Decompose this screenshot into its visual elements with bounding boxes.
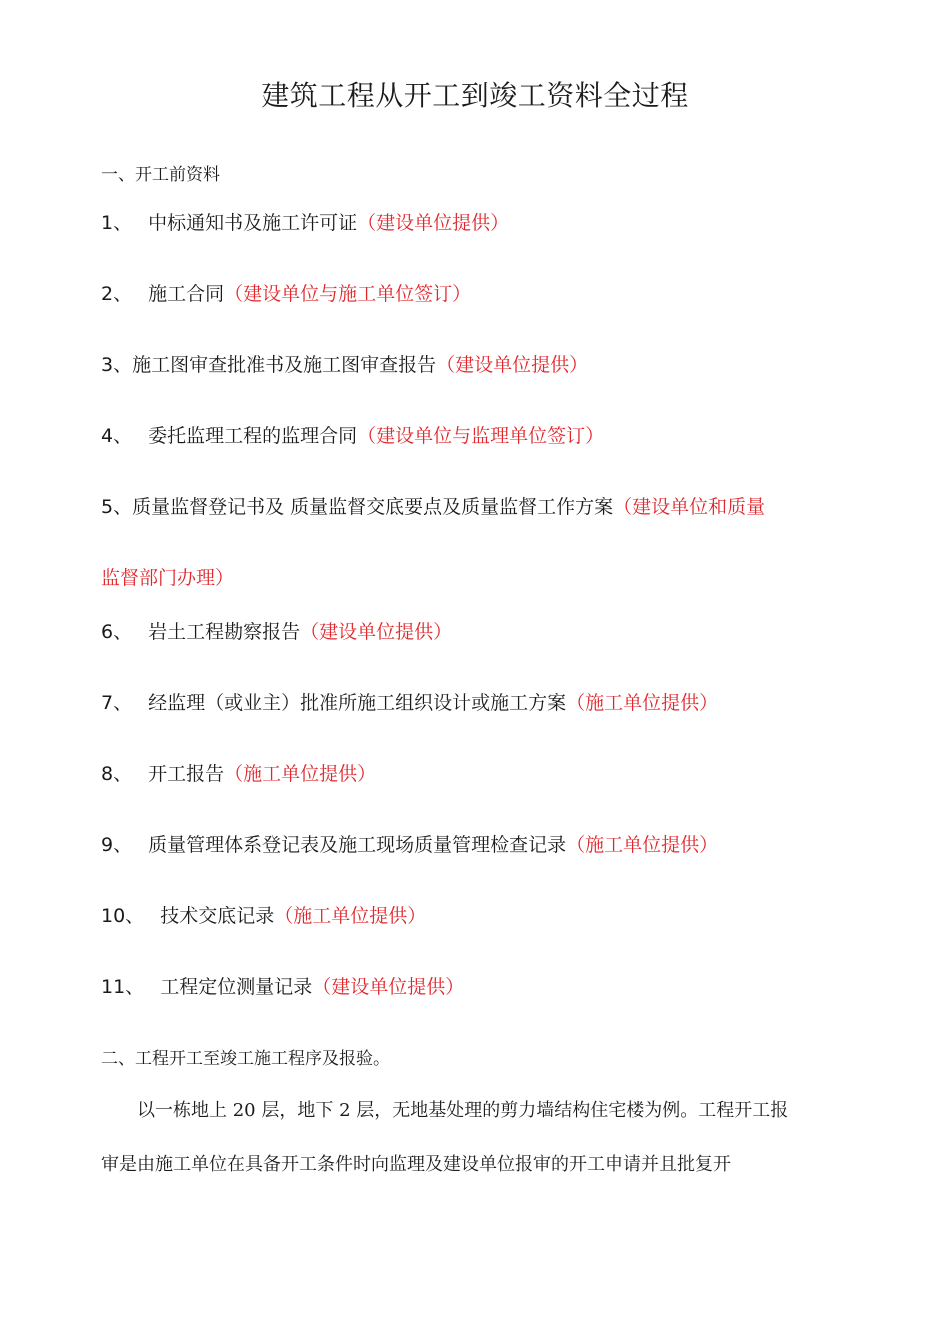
item-note: （施工单位提供） [566,834,719,856]
item-note: （建设单位与施工单位签订） [224,283,472,305]
section-heading-1: 一、开工前资料 [101,165,220,185]
item-note: （施工单位提供） [566,692,719,714]
item-text: 技术交底记录 [160,905,275,927]
paragraph-line-2: 审是由施工单位在具备开工条件时向监理及建设单位报审的开工申请并且批复开 [101,1154,731,1175]
item-text: 委托监理工程的监理合同 [148,425,358,447]
item-number: 1、 [101,212,133,234]
list-item-6 [101,617,452,644]
item-text: 质量监督登记书及 质量监督交底要点及质量监督工作方案 [132,496,614,518]
paragraph-text: 以一栋地上 20 层，地下 2 层，无地基处理的剪力墙结构住宅楼为例。工程开工报 [137,1100,789,1121]
list-item-5-note-continued: 监督部门办理） [101,567,235,589]
item-text: 岩土工程勘察报告 [148,621,301,643]
item-note: （施工单位提供） [274,905,427,927]
list-item-3 [101,350,588,377]
item-number: 10、 [101,905,145,927]
list-item-8 [101,759,376,786]
item-text: 中标通知书及施工许可证 [148,212,358,234]
list-item-7 [101,688,718,715]
item-number: 6、 [101,621,133,643]
item-note: （建设单位与监理单位签订） [357,425,605,447]
list-item-2 [101,279,471,306]
item-number: 11、 [101,976,145,998]
item-number: 7、 [101,692,133,714]
list-item-1 [101,208,509,235]
item-text: 施工合同 [148,283,225,305]
item-note: （建设单位提供） [312,976,465,998]
item-number: 3、 [101,354,133,376]
list-item-10 [101,901,426,928]
list-item-11 [101,972,464,999]
item-note: （建设单位提供） [436,354,589,376]
item-text: 质量管理体系登记表及施工现场质量管理检查记录 [148,834,567,856]
list-item-5 [101,492,765,519]
item-number: 9、 [101,834,133,856]
item-note: （建设单位提供） [300,621,453,643]
list-item-4 [101,421,604,448]
item-text: 开工报告 [148,763,225,785]
section-heading-2: 二、工程开工至竣工施工程序及报验。 [101,1049,390,1069]
item-note: （施工单位提供） [224,763,377,785]
item-text: 施工图审查批准书及施工图审查报告 [132,354,437,376]
item-number: 2、 [101,283,133,305]
item-number: 5、 [101,496,133,518]
list-item-9 [101,830,718,857]
item-text: 经监理（或业主）批准所施工组织设计或施工方案 [148,692,567,714]
document-title: 建筑工程从开工到竣工资料全过程 [261,79,689,112]
item-number: 4、 [101,425,133,447]
item-note: （建设单位和质量 [613,496,766,518]
item-number: 8、 [101,763,133,785]
item-note: （建设单位提供） [357,212,510,234]
item-text: 工程定位测量记录 [160,976,313,998]
paragraph-line-1 [101,1096,788,1122]
